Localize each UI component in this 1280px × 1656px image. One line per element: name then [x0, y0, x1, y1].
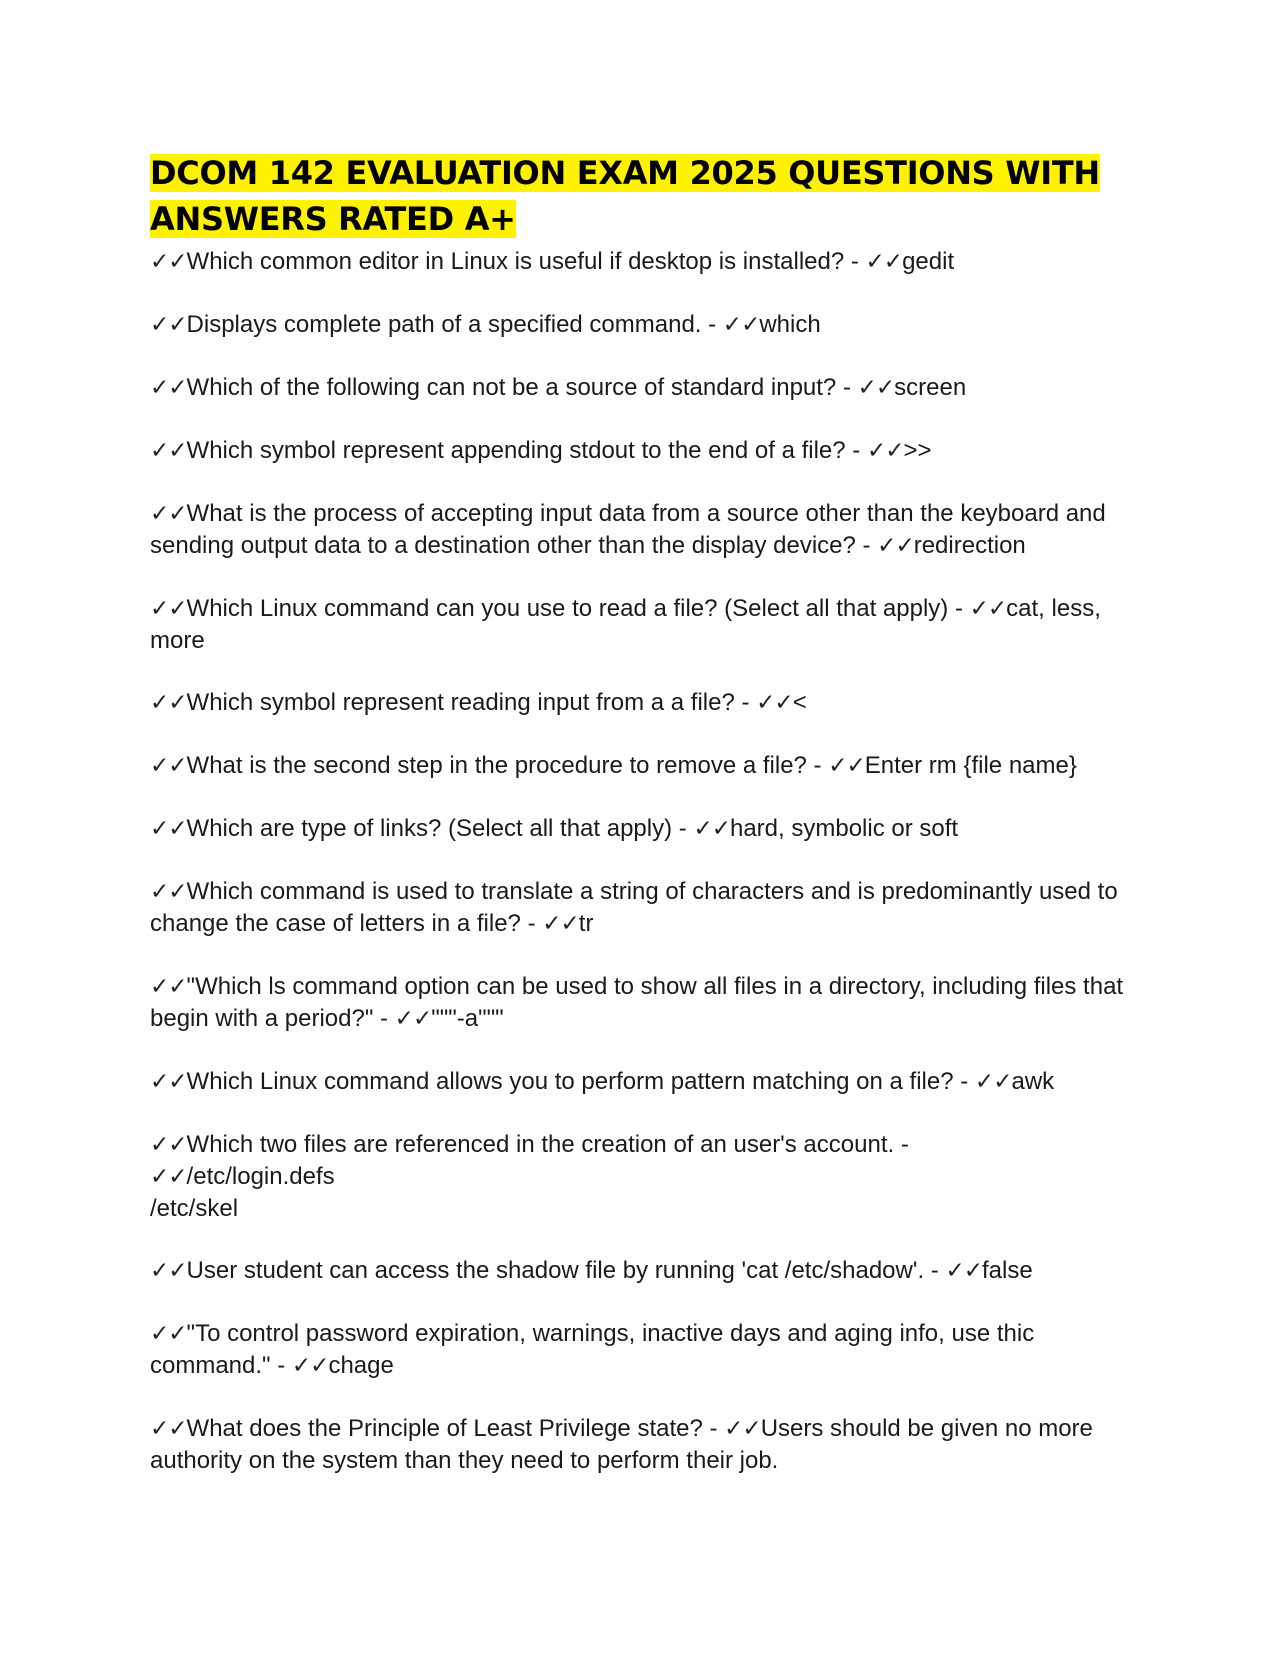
checkmark-icon: ✓✓	[866, 438, 904, 464]
separator: -	[270, 1352, 292, 1379]
checkmark-icon: ✓✓	[150, 690, 187, 716]
answer-text: which	[759, 311, 821, 338]
answer-text: tr	[578, 910, 594, 937]
checkmark-icon: ✓✓	[865, 249, 903, 275]
qa-item	[150, 309, 1140, 341]
checkmark-icon: ✓✓	[857, 375, 895, 401]
checkmark-icon: ✓✓	[722, 312, 760, 338]
checkmark-icon: ✓✓	[693, 816, 730, 842]
question-text: Which are type of links? (Select all that apply)	[186, 815, 673, 842]
question-text: Which of the following can not be a source of standard input?	[186, 374, 837, 401]
qa-item	[150, 435, 1140, 467]
question-text: User student can access the shadow file by running 'cat /etc/shadow'.	[186, 1257, 925, 1284]
question-text: Which two files are referenced in the creation of an user's account.	[186, 1131, 895, 1158]
checkmark-icon: ✓✓	[150, 1069, 187, 1095]
checkmark-icon: ✓✓	[945, 1258, 982, 1284]
separator: -	[845, 437, 867, 464]
checkmark-icon: ✓✓	[150, 375, 187, 401]
qa-list	[150, 246, 1140, 1476]
question-text: Which symbol represent reading input from a a file?	[186, 689, 735, 716]
answer-text: hard, symbolic or soft	[729, 815, 959, 842]
checkmark-icon: ✓✓	[291, 1353, 329, 1379]
answer-text: Enter rm {file name}	[864, 752, 1077, 779]
checkmark-icon: ✓✓	[150, 974, 187, 1000]
checkmark-icon: ✓✓	[394, 1006, 432, 1032]
separator: -	[701, 311, 723, 338]
answer-text: >>	[903, 437, 932, 464]
question-text: What is the second step in the procedure to remove a file?	[186, 752, 807, 779]
separator: -	[702, 1415, 725, 1442]
qa-item	[150, 813, 1140, 845]
question-text: Displays complete path of a specified command.	[186, 311, 702, 338]
separator: -	[734, 689, 757, 716]
question-text: Which common editor in Linux is useful if desktop is installed?	[186, 248, 845, 275]
checkmark-icon: ✓✓	[150, 1416, 187, 1442]
answer-text: redirection	[913, 532, 1026, 559]
qa-item	[150, 971, 1140, 1035]
question-text: "To control password expiration, warnings, inactive days and aging info, use thic command."	[150, 1320, 1035, 1379]
document-title	[150, 150, 1140, 242]
qa-item	[150, 1129, 1140, 1224]
checkmark-icon: ✓✓	[150, 816, 187, 842]
question-text: Which Linux command can you use to read a file? (Select all that apply)	[186, 595, 949, 622]
question-text: "Which ls command option can be used to show all files in a directory, including files that begin with a period?"	[150, 973, 1124, 1032]
document-title-text: DCOM 142 EVALUATION EXAM 2025 QUESTIONS WITH ANSWERS RATED A+	[150, 154, 1100, 238]
answer-text: /etc/login.defs	[186, 1163, 335, 1190]
question-text: What is the process of accepting input data from a source other than the keyboard and sending output data to a destination other than the display device?	[150, 500, 1106, 559]
checkmark-icon: ✓✓	[877, 533, 914, 559]
answer-text: false	[982, 1257, 1033, 1284]
checkmark-icon: ✓✓	[150, 438, 187, 464]
answer-text: screen	[894, 374, 967, 401]
separator: -	[836, 374, 858, 401]
answer-extra-text: /etc/skel	[150, 1195, 239, 1222]
separator: -	[373, 1005, 395, 1032]
checkmark-icon: ✓✓	[150, 1321, 187, 1347]
checkmark-icon: ✓✓	[150, 1164, 187, 1190]
checkmark-icon: ✓✓	[150, 596, 187, 622]
answer-text: cat, less, more	[150, 595, 1101, 654]
answer-text: awk	[1011, 1068, 1055, 1095]
separator: -	[924, 1257, 946, 1284]
question-text: Which command is used to translate a string of characters and is predominantly used to change the case of letters in a file?	[150, 878, 1118, 937]
separator: -	[844, 248, 866, 275]
checkmark-icon: ✓✓	[150, 249, 187, 275]
question-text: Which symbol represent appending stdout to the end of a file?	[186, 437, 846, 464]
checkmark-icon: ✓✓	[828, 753, 865, 779]
separator: -	[520, 910, 543, 937]
checkmark-icon: ✓✓	[724, 1416, 761, 1442]
checkmark-icon: ✓✓	[756, 690, 793, 716]
checkmark-icon: ✓✓	[974, 1069, 1012, 1095]
qa-item	[150, 1413, 1140, 1476]
qa-item	[150, 498, 1140, 562]
qa-item	[150, 687, 1140, 719]
answer-text: chage	[328, 1352, 394, 1379]
checkmark-icon: ✓✓	[150, 501, 187, 527]
checkmark-icon: ✓✓	[150, 879, 187, 905]
checkmark-icon: ✓✓	[150, 1132, 187, 1158]
qa-item	[150, 1255, 1140, 1287]
checkmark-icon: ✓✓	[150, 1258, 187, 1284]
qa-item	[150, 593, 1140, 656]
answer-text: Users should be given no more authority on the system than they need to perform their job.	[150, 1415, 1093, 1474]
separator: -	[953, 1068, 975, 1095]
document-page	[150, 150, 1140, 1507]
answer-text: gedit	[902, 248, 955, 275]
checkmark-icon: ✓✓	[969, 596, 1007, 622]
qa-item	[150, 1066, 1140, 1098]
question-text: What does the Principle of Least Privilege state?	[186, 1415, 703, 1442]
checkmark-icon: ✓✓	[150, 312, 187, 338]
separator: -	[855, 532, 878, 559]
separator: -	[894, 1131, 909, 1158]
qa-item	[150, 1318, 1140, 1382]
separator: -	[806, 752, 829, 779]
qa-item	[150, 750, 1140, 782]
separator: -	[948, 595, 970, 622]
qa-item	[150, 876, 1140, 940]
separator: -	[672, 815, 694, 842]
checkmark-icon: ✓✓	[150, 753, 187, 779]
qa-item	[150, 246, 1140, 278]
qa-item	[150, 372, 1140, 404]
question-text: Which Linux command allows you to perform pattern matching on a file?	[186, 1068, 954, 1095]
answer-text: <	[792, 689, 807, 716]
answer-text: """-a"""	[431, 1005, 504, 1032]
checkmark-icon: ✓✓	[542, 911, 579, 937]
